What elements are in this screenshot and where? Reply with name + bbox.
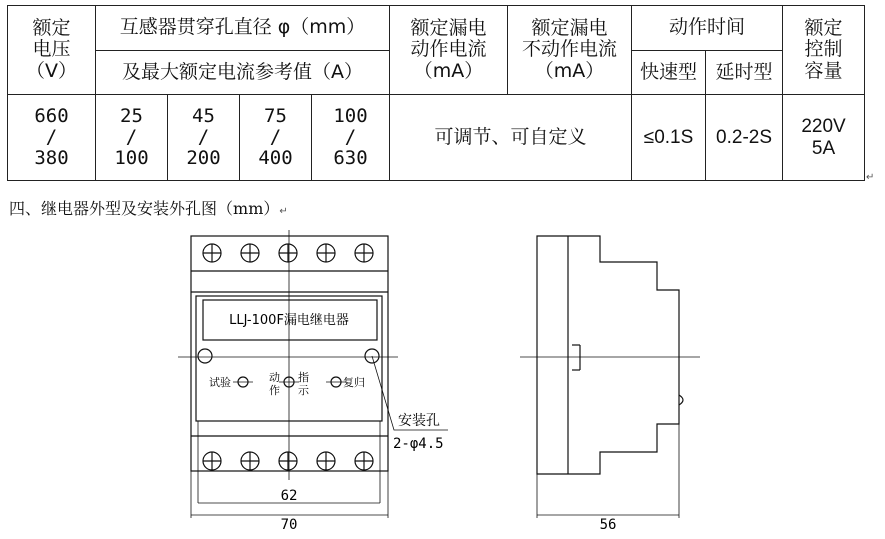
hole-header-2: 及最大额定电流参考值（A） [96, 51, 390, 95]
notrip-header-line2: 不动作电流 [522, 38, 618, 61]
test-label: 试验 [209, 376, 231, 389]
indicator-label-2: 示 [298, 384, 309, 397]
section-heading-unit: mm [233, 199, 264, 218]
mount-hole-label: 安装孔 [398, 413, 440, 429]
fast-type-header: 快速型 [632, 51, 706, 95]
voltage-header-line2: 电压 [32, 38, 71, 61]
action-label-2: 作 [269, 384, 280, 397]
hole-diameter: 25 [120, 104, 143, 127]
fast-value-cell: ≤0.1S [632, 95, 706, 181]
capacity-header-line3: 容量 [804, 59, 843, 82]
action-time-header: 动作时间 [632, 6, 783, 51]
top-terminals [203, 244, 373, 262]
side-view-outline [537, 236, 679, 474]
capacity-header-line1: 额定 [804, 17, 843, 40]
hole-header-1: 互感器贯穿孔直径 φ（mm） [96, 6, 390, 51]
hole-slash: / [197, 125, 210, 148]
action-label-1: 动 [269, 371, 280, 384]
voltage-header-line1: 额定 [32, 17, 71, 40]
bottom-terminals [203, 452, 373, 470]
reset-label: 复归 [343, 376, 365, 389]
voltage-slash: / [45, 125, 58, 148]
trip-value-cell: 可调节、可自定义 [390, 95, 632, 181]
voltage-top: 660 [34, 104, 69, 127]
capacity-voltage: 220V [801, 116, 846, 138]
nameplate-label: LLJ-100F漏电继电器 [229, 313, 349, 328]
dim-56-label: 56 [599, 517, 617, 533]
notrip-header-line3: （mA） [534, 59, 605, 82]
hole-slash: / [269, 125, 282, 148]
section-heading-close: ） [263, 199, 280, 218]
capacity-header-line2: 控制 [804, 38, 843, 61]
indicator-label-1: 指 [298, 371, 309, 384]
mount-hole-spec: 2-φ4.5 [393, 436, 444, 452]
dim-62-label: 62 [280, 488, 298, 504]
delay-value-cell: 0.2-2S [706, 95, 783, 181]
hole-current: 400 [258, 147, 293, 170]
hole-slash: / [344, 125, 357, 148]
delay-type-header: 延时型 [706, 51, 783, 95]
mounting-hole-left [198, 349, 212, 363]
section-heading-text: 四、继电器外型及安装外孔图（ [9, 199, 234, 218]
hole-current: 100 [114, 147, 149, 170]
voltage-header-line3: （V） [26, 59, 77, 82]
hole-current: 630 [333, 147, 368, 170]
notrip-header-line1: 额定漏电 [531, 17, 608, 40]
hole-diameter: 45 [192, 104, 215, 127]
hole-slash: / [125, 125, 138, 148]
trip-header-line3: （mA） [413, 59, 484, 82]
dim-70-label: 70 [280, 517, 298, 533]
trip-header-line2: 动作电流 [410, 38, 487, 61]
hole-diameter: 100 [333, 104, 368, 127]
voltage-bottom: 380 [34, 147, 69, 170]
capacity-current: 5A [811, 137, 836, 159]
paragraph-mark: ↵ [866, 172, 875, 183]
trip-header-line1: 额定漏电 [410, 17, 487, 40]
paragraph-mark: ↵ [279, 206, 288, 217]
hole-current: 200 [186, 147, 221, 170]
hole-diameter: 75 [264, 104, 287, 127]
